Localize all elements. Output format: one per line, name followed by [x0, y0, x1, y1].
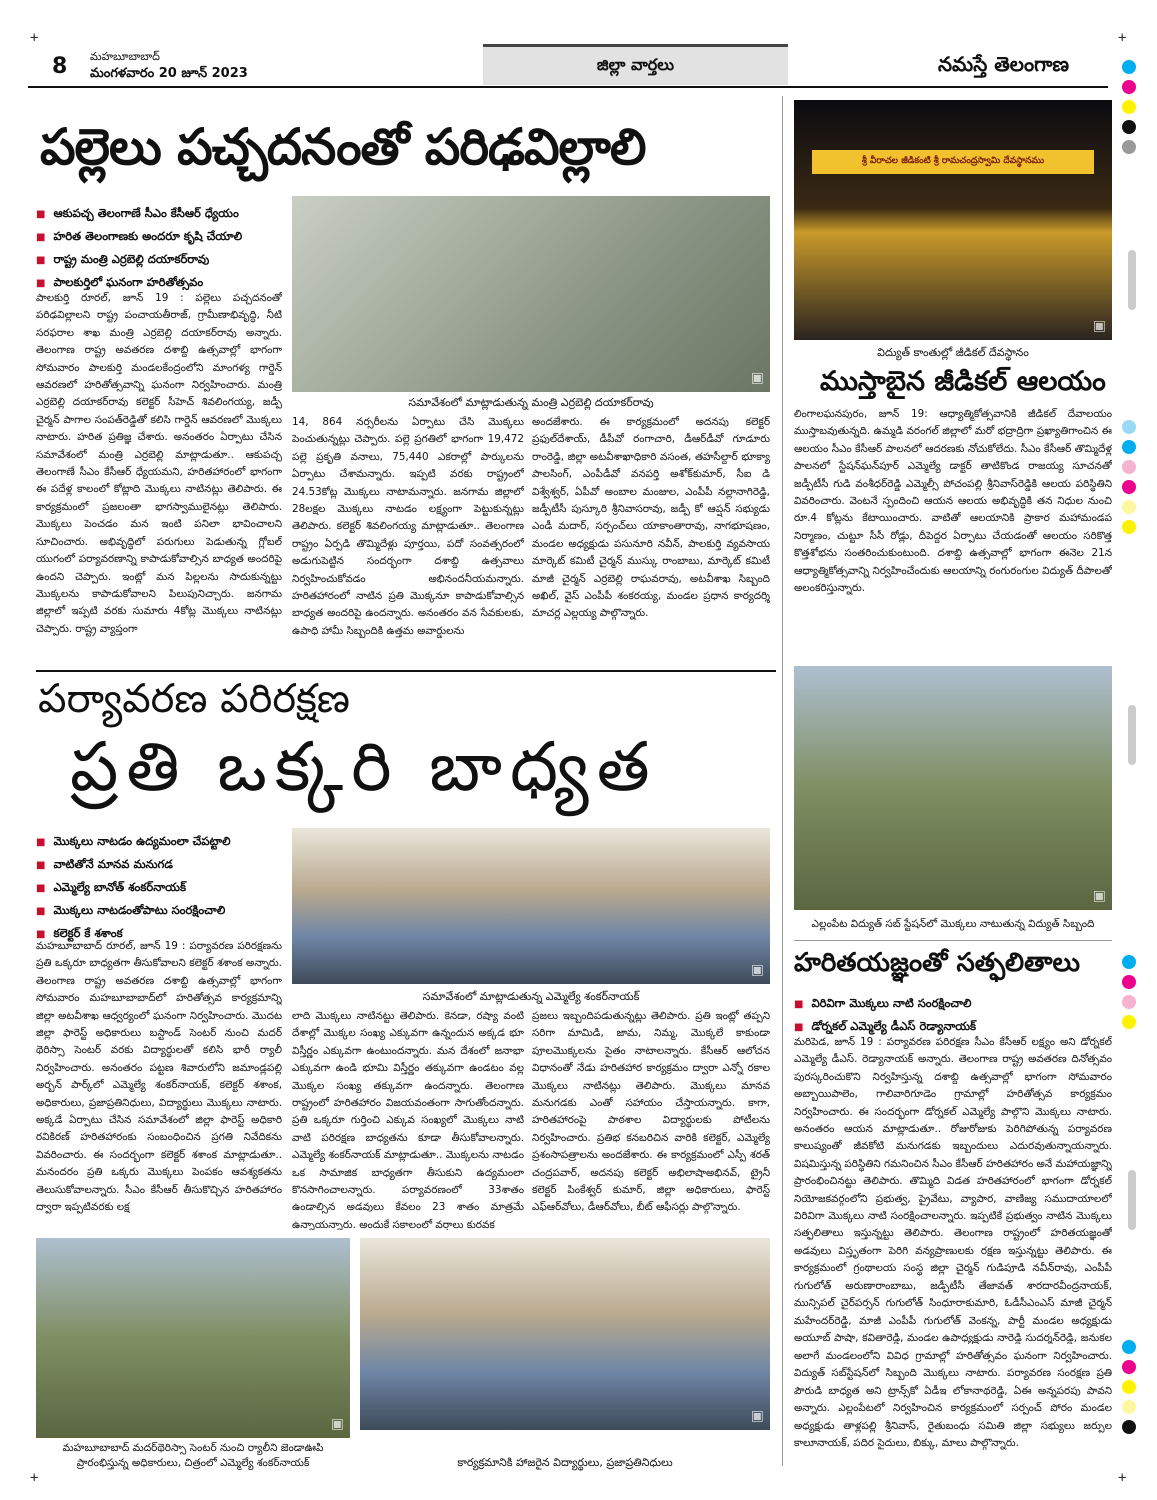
column-divider	[782, 96, 783, 1466]
substation-photo	[794, 666, 1112, 910]
crop-mark: +	[1118, 30, 1127, 46]
story1-bullet: ■ పాలకుర్తిలో ఘనంగా హరితోత్సవం	[36, 275, 242, 292]
story2-bullet: ■ కలెక్టర్ కే శశాంక	[36, 926, 231, 943]
story2-kicker: పర్యావరణ పరిరక్షణ	[38, 676, 350, 722]
camera-icon: ▣	[1092, 318, 1106, 334]
camera-icon: ▣	[750, 1408, 764, 1424]
story2-bullet: ■ మొక్కలు నాటడం ఉద్యమంలా చేపట్టాలి	[36, 834, 231, 851]
camera-icon: ▣	[330, 1416, 344, 1432]
temple-sign: శ్రీ వీరాచల జీడికంటి శ్రీ రామచంద్రస్వామి దేవస్థానము	[812, 150, 1094, 174]
green-headline: హరితయజ్ఞంతో సత్ఫలితాలు	[794, 948, 1080, 978]
story2-photo	[292, 828, 770, 984]
right-separator	[794, 940, 1112, 941]
story2-bullet: ■ ఎమ్మెల్యే బానోత్ శంకర్‌నాయక్	[36, 880, 231, 897]
story1-column-2: 14, 864 నర్సరీలను ఏర్పాటు చేసి మొక్కలు పెంచుతున్నట్లు చెప్పారు. పల్లె ప్రగతిలో భాగంగా 19,472 పల్లె ప్రకృతి వనాలు, 75,440 ఎకరాల్లో పార్కులను ఏర్పాటు చేశామన్నారు. ఇప్పటి వరకు రాష్ట్రంలో 24.53కోట్ల మొక్కలు నాటామన్నారు. జనగామ జిల్లాలో 28లక్షల మొక్కలు నాటడం లక్ష్యంగా పెట్టుకున్నట్లు తెలిపారు. కలెక్టర్ శివలింగయ్య మాట్లాడుతూ.. తెలంగాణ రాష్ట్రం ఏర్పడి తొమ్మిదేళ్లు పూర్తయి, పదో సంవత్సరంలో అడుగుపెట్టిన సందర్భంగా దశాబ్ది ఉత్సవాలు నిర్వహించుకోవడం అభినందనీయమన్నారు. హరితహారంలో నాటిన ప్రతి మొక్కనూ కాపాడుకోవాల్సిన బాధ్యత అందరిపై ఉందన్నారు. అనంతరం వన సేవకులకు, ఉపాధి హామీ సిబ్బందికి ఉత్తమ అవార్డులను	[292, 416, 524, 637]
crop-mark: +	[30, 30, 39, 46]
story2-bullet: ■ మొక్కలు నాటడంతోపాటు సంరక్షించాలి	[36, 903, 231, 920]
registration-dots-lower	[1122, 955, 1136, 1035]
masthead: నమస్తే తెలంగాణ	[938, 52, 1070, 76]
story2-bullets	[36, 834, 231, 949]
story2-column-1: మహబూబాబాద్ రూరల్, జూన్ 19 : పర్యావరణ పరిరక్షణను ప్రతి ఒక్కరూ బాధ్యతగా తీసుకోవాలని కలెక్టర్ శశాంక అన్నారు. తెలంగాణ రాష్ట్ర అవతరణ దశాబ్ది ఉత్సవాల్లో భాగంగా సోమవారం మహబూబాబాద్‌లో హరితోత్సవ కార్యక్రమాన్ని జిల్లా అటవీశాఖ ఆధ్వర్యంలో ఘనంగా నిర్వహించారు. మొదట జిల్లా ఫారెస్ట్ అధికారులు బస్టాండ్ సెంటర్ నుంచి మదర్ థెరిస్సా సెంటర్ వరకు విద్యార్థులతో కలిసి భారీ ర్యాలీ నిర్వహించారు. అనంతరం పట్టణ శివారులోని జమాండ్లపల్లి అర్బన్ పార్క్‌లో ఎమ్మెల్యే శంకర్‌నాయక్, కలెక్టర్ శశాంక, అధికారులు, ప్రజాప్రతినిధులు, విద్యార్థులు మొక్కలు నాటారు. అక్కడే ఏర్పాటు చేసిన సమావేశంలో జిల్లా ఫారెస్ట్ అధికారి రవికిరణ్ హరితహారంకు సంబంధించిన ప్రగతి నివేదికను వివరించారు. ఈ సందర్భంగా కలెక్టర్ శశాంక మాట్లాడుతూ.. మనందరం ప్రతి ఒక్కరు మొక్కలు పెంపకం ఆవశ్యకతను తెలుసుకోవాలన్నారు. సీఎం కేసీఆర్ తీసుకొచ్చిన హరితహారం ద్వారా ఇప్పటివరకు లక్ష	[36, 940, 282, 1214]
registration-dots-top	[1122, 60, 1136, 160]
edition-date: మంగళవారం 20 జూన్ 2023	[90, 66, 248, 81]
section-label: జిల్లా వార్తలు	[483, 44, 788, 85]
story2-photo-caption: సమావేశంలో మాట్లాడుతున్న ఎమ్మెల్యే శంకర్‌నాయక్	[422, 990, 640, 1003]
camera-icon: ▣	[750, 962, 764, 978]
camera-icon: ▣	[1092, 888, 1106, 904]
header-rule	[28, 86, 1108, 88]
story2-column-2: లాది మొక్కలు నాటినట్టు తెలిపారు. కెనడా, రష్యా వంటి దేశాల్లో మొక్కల సంఖ్య ఎక్కువగా ఉన్నందున అక్కడ భూ విస్తీర్ణం ఎక్కువగా ఉంటుందన్నారు. మన దేశంలో జనాభా ఎక్కువగా ఉండి భూమి విస్తీర్ణం తక్కువగా ఉండటం వల్ల మొక్కల సంఖ్య తక్కువగా ఉందన్నారు. తెలంగాణ రాష్ట్రంలో హరితహారం విజయవంతంగా సాగుతోందన్నారు. ప్రతి ఒక్కరూ గుర్తించి ఎక్కువ సంఖ్యలో మొక్కలు నాటి వాటి పరిరక్షణ బాధ్యతను కూడా తీసుకోవాలన్నారు. ఎమ్మెల్యే శంకర్‌నాయక్ మాట్లాడుతూ.. మొక్కలను నాటడం ఒక సామాజిక బాధ్యతగా తీసుకుని ఉద్యమంలా కొనసాగించాలన్నారు. పర్యావరణంలో 33శాతం ఉండాల్సిన అడవులు కేవలం 23 శాతం మాత్రమే ఉన్నాయన్నారు. అందుకే సకాలంలో వర్షాలు కురవక	[292, 1010, 524, 1230]
margin-tab	[1128, 705, 1136, 765]
margin-tab	[1128, 1170, 1136, 1230]
camera-icon: ▣	[750, 370, 764, 386]
story2-bullet: ■ వాటితోనే మానవ మనుగడ	[36, 857, 231, 874]
story1-bullets	[36, 206, 242, 298]
crop-mark: +	[1118, 1470, 1127, 1486]
page-number: 8	[52, 54, 68, 79]
substation-photo-caption: ఎల్లంపేట విద్యుత్ సబ్ స్టేషన్‌లో మొక్కలు నాటుతున్న విద్యుత్ సిబ్బంది	[811, 918, 1095, 930]
rally-photo-caption: మహబూబాబాద్ మదర్‌థెరిస్సా సెంటర్ నుంచి ర్యాలీని జెండాఊపి ప్రారంభిస్తున్న అధికారులు, చిత్రంలో ఎమ్మెల్యే శంకర్‌నాయక్	[62, 1442, 324, 1469]
story1-bullet: ■ హరిత తెలంగాణకు అందరూ కృషి చేయాలి	[36, 229, 242, 246]
registration-dots-mid	[1122, 420, 1136, 540]
story1-column-3: అందజేశారు. ఈ కార్యక్రమంలో అదనపు కలెక్టర్ ప్రఫుల్‌దేశాయ్, డీపీవో రంగాచారి, డీఆర్‌డీవో గూడూరు రాంరెడ్డి, జిల్లా అటవీశాఖాధికారి వసంత, తహసీల్దార్ భూక్యా పాలసింగ్, ఎంపీడీవో వనపర్తి అశోక్‌కుమార్, సీఐ డి విశ్వేశ్వర్, ఏపీవో అంబాల మంజుల, ఎంపీపీ నల్లానాగిరెడ్డి, జడ్పీటీసీ పుస్కూరి శ్రీనివాసరావు, జడ్పీ కో ఆప్షన్ సభ్యుడు ఎండీ మదార్, సర్పంచ్‌లు యాకాంతారావు, నాగభూషణం, మండల అధ్యక్షుడు పసునూరి నవీన్, పాలకుర్తి వ్యవసాయ మార్కెట్ కమిటీ చైర్మన్ ముస్కు రాంబాబు, మార్కెట్ కమిటీ మాజీ చైర్మన్ ఎర్రబెల్లి రాఘవరావు, అటవీశాఖ సిబ్బంది అఖిల్, వైస్ ఎంపీపీ శంకరయ్య, మండల ప్రధాన కార్యదర్శి మాచర్ల ఎల్లయ్య పాల్గొన్నారు.	[532, 416, 770, 620]
green-bullet: ■ విరివిగా మొక్కలు నాటి సంరక్షించాలి	[794, 996, 976, 1013]
story1-bullet: ■ రాష్ట్ర మంత్రి ఎర్రబెల్లి దయాకర్‌రావు	[36, 252, 242, 269]
story1-headline: పల్లెలు పచ్చదనంతో పరిఢవిల్లాలి	[40, 118, 646, 176]
story2-column-3: ప్రజలు ఇబ్బందిపడుతున్నట్లు తెలిపారు. ప్రతి ఇంట్లో తప్పని సరిగా మామిడి, జామ, నిమ్మ, మొక్కలే కాకుండా పూలమొక్కలను సైతం నాటాలన్నారు. కేసీఆర్ ఆలోచన విధానంతో నేడు హరితహార కార్యక్రమం ద్వారా ఎన్నో రకాల మొక్కలు నాటినట్లు తెలిపారు. మొక్కలు మానవ మనుగడకు ఎంతో సహాయం చేస్తాయన్నారు. కాగా, హరితహారంపై పాఠశాల విద్యార్థులకు పోటీలను నిర్వహించారు. ప్రతిభ కనబరిచిన వారికి కలెక్టర్, ఎమ్మెల్యే ప్రశంసాపత్రాలను అందజేశారు. ఈ కార్యక్రమంలో ఎస్పీ శరత్ చంద్రపవార్, అదనపు కలెక్టర్ అభిలాషాఅభినవ్, ట్రైనీ కలెక్టర్ పింకేశ్వర్ కుమార్, జిల్లా అధికారులు, ఫారెస్ట్ ఎఫ్‌ఆర్‌వోలు, డీఆర్‌వోలు, బీట్ ఆఫీసర్లు పాల్గొన్నారు.	[532, 1010, 770, 1214]
edition-city: మహబూబాబాద్	[90, 50, 160, 63]
story1-photo	[292, 196, 770, 392]
green-story-body: మరిపెడ, జూన్ 19 : పర్యావరణ పరిరక్షణ సీఎం కేసీఆర్ లక్ష్యం అని డోర్నకల్ ఎమ్మెల్యే డీఎస్. రెడ్యానాయక్ అన్నారు. తెలంగాణ రాష్ట్ర అవతరణ దినోత్సవం పురస్కరించుకొని నిర్వహిస్తున్న దశాబ్ది ఉత్సవాల్లో భాగంగా సోమవారం అబ్బాయిపాలెం, గాలివారిగూడెం గ్రామాల్లో హరితోత్సవ కార్యక్రమం నిర్వహించారు. ఈ సందర్భంగా డోర్నకల్ ఎమ్మెల్యే పాల్గొని మొక్కలు నాటారు. అనంతరం ఆయన మాట్లాడుతూ.. రోజురోజుకు పెరిగిపోతున్న పర్యావరణ కాలుష్యంతో జీవకోటి మనుగడకు ఇబ్బందులు ఎదురవుతున్నాయన్నారు. విషమిస్తున్న పరిస్థితిని గమనించిన సీఎం కేసీఆర్ హరితహారం అనే మహాయజ్ఞాన్ని ప్రారంభించినట్టు తెలిపారు. తొమ్మిది విడత హరితహారంలో భాగంగా డోర్నకల్ నియోజకవర్గంలోని ప్రభుత్వ, ప్రైవేటు, వ్యాపార, వాణిజ్య సముదాయాలలో విరివిగా మొక్కలు నాటి సంరక్షించాలన్నారు. ఇప్పటికే ప్రభుత్వం నాటిన మొక్కలు సత్ఫలితాలు ఇస్తున్నట్టు తెలిపారు. తెలంగాణ రాష్ట్రంలో హరితయజ్ఞంతో అడవులు విస్తృతంగా పెరిగి వన్యప్రాణులకు రక్షణ ఇస్తున్నట్టు తెలిపారు. ఈ కార్యక్రమంలో గ్రంథాలయ సంస్థ జిల్లా చైర్మన్ గుడిపూడి నవీన్‌రావు, ఎంపీపీ గుగులోత్ అరుణారాంబాబు, జడ్పీటీసీ తేజావత్ శారదారవీంద్రనాయక్, మున్సిపల్ చైర్‌పర్సన్ గుగులోత్ సింధూరాకుమారి, ఓడీసీఎంఎస్ మాజీ చైర్మన్ మహేందర్‌రెడ్డి, మాజీ ఎంపీపీ గుగులోత్ వెంకన్న, పార్టీ మండల అధ్యక్షుడు అయూబ్ పాషా, కవితారెడ్డి, మండల ఉపాధ్యక్షుడు నారెడ్డి సుదర్శన్‌రెడ్డి, జనుకల	[794, 1036, 1112, 1344]
temple-story-body: లింగాలఘనపురం, జూన్ 19: ఆధ్యాత్మికోత్సవానికి జీడికల్ దేవాలయం ముస్తాబవుతున్నది. ఉమ్మడి వరంగల్ జిల్లాలో మరో భద్రాద్రిగా ప్రఖ్యాతిగాంచిన ఈ ఆలయం సీఎం కేసీఆర్ పాలనలో ఆదరణకు నోచుకోలేదు. సీఎం కేసీఆర్ తొమ్మిదేళ్ల పాలనలో స్టేషన్‌ఘన్‌పూర్ ఎమ్మెల్యే డాక్టర్ తాటికొండ రాజయ్య సూచనతో జడ్పీటీసీ గుడి వంశీధర్‌రెడ్డి ఎమ్మెల్సీ పోచంపల్లి శ్రీనివాస్‌రెడ్డికి ఆలయ పరిస్థితిని వివరించారు. వెంటనే స్పందించి ఆయన ఆలయ అభివృద్ధికి తన నిధుల నుంచి రూ.4 కోట్లను కేటాయించారు. వాటితో ఆలయానికి ప్రాకార మహామండప నిర్మాణం, చుట్టూ సీసీ రోడ్లు, దీపెద్దర ఏర్పాటు చేయడంతో ఆలయం సరికొత్త కొత్తశోభను సంతరించుకుంటుంది. దశాబ్ది ఉత్సవాల్లో భాగంగా ఈనెల 21న ఆధ్యాత్మికోత్సవాన్ని నిర్వహించేందుకు ఆలయాన్ని రంగురంగుల విద్యుత్ దీపాలతో అలంకరిస్తున్నారు.	[794, 408, 1112, 595]
registration-dots-bottom	[1122, 1340, 1136, 1440]
rally-photo	[36, 1238, 350, 1438]
students-photo	[360, 1238, 770, 1430]
green-bullet: ■ డోర్నకల్ ఎమ్మెల్యే డీఎస్ రెడ్యానాయక్	[794, 1019, 976, 1036]
green-story-body-2: అలాగే మండలంలోని వివిధ గ్రామాల్లో హరితోత్సవం ఘనంగా నిర్వహించారు. విద్యుత్ సబ్‌స్టేషన్‌లో సిబ్బంది మొక్కలు నాటారు. పర్యావరణ సంరక్షణ ప్రతి పౌరుడి బాధ్యత అని ట్రాన్స్‌కో ఏడీఇ లోకానాథరెడ్డి, ఏఈ అన్నపరపు పావని అన్నారు. ఎల్లంపేటలో నిర్వహించిన కార్యక్రమంలో సర్పంచ్ పోరం మండల అధ్యక్షుడు తాళ్లపల్లి శ్రీనివాస్, రైతుబంధు సమితి జిల్లా సభ్యులు జర్పుల కాలూనాయక్, పదిర సైదులు, బిక్కు, మాలు పాల్గొన్నారు.	[794, 1350, 1112, 1450]
temple-photo	[794, 100, 1112, 340]
temple-photo-caption: విద్యుత్ కాంతుల్లో జీడికల్ దేవస్థానం	[877, 346, 1029, 359]
story1-photo-caption: సమావేశంలో మాట్లాడుతున్న మంత్రి ఎర్రబెల్లి దయాకర్‌రావు	[408, 396, 654, 409]
students-photo-caption: కార్యక్రమానికి హాజరైన విద్యార్థులు, ప్రజాప్రతినిధులు	[457, 1456, 673, 1469]
temple-headline: ముస్తాబైన జీడికల్ ఆలయం	[820, 366, 1106, 397]
story2-headline: ప్రతి ఒక్కరి బాధ్యత	[70, 728, 658, 807]
crop-mark: +	[30, 1470, 39, 1486]
story-separator	[36, 670, 776, 672]
story1-bullet: ■ ఆకుపచ్చ తెలంగాణే సీఎం కేసీఆర్ ధ్యేయం	[36, 206, 242, 223]
story1-column-1: పాలకుర్తి రూరల్, జూన్ 19 : పల్లెలు పచ్చదనంతో పరిఢవిల్లాలని రాష్ట్ర పంచాయతీరాజ్, గ్రామీణాభివృద్ధి, నీటి సరఫరాల శాఖ మంత్రి ఎర్రబెల్లి దయాకర్‌రావు అన్నారు. తెలంగాణ రాష్ట్ర అవతరణ దశాబ్ది ఉత్సవాల్లో భాగంగా సోమవారం పాలకుర్తి మండలకేంద్రంలోని మాంగళ్య గార్డెన్ ఆవరణలో హరితోత్సవాన్ని ఘనంగా నిర్వహించారు. మంత్రి ఎర్రబెల్లి దయాకర్‌రావు కలెక్టర్ సీహెచ్ శివలింగయ్య, జడ్పీ చైర్మన్ పాగాల సంపత్‌రెడ్డితో కలిసి గార్డెన్ ఆవరణలో మొక్కలు నాటారు. హరిత ప్రతిజ్ఞ చేశారు. అనంతరం ఏర్పాటు చేసిన సమావేశంలో మంత్రి ఎర్రబెల్లి మాట్లాడుతూ.. ఆకుపచ్చ తెలంగాణే సీఎం కేసీఆర్ ధ్యేయమని, హరితహారంలో భాగంగా ఈ పదేళ్ల కాలంలో కోట్లాది మొక్కలు నాటినట్లు తెలిపారు. ఈ కార్యక్రమంలో ప్రజలంతా భాగస్వాములైనట్లు తెలిపారు. మొక్కలు పెంచడం మన ఇంటి పనిలా భావించాలని సూచించారు. అభివృద్ధిలో పరుగులు పెడుతున్న గ్లోబల్ యుగంలో పర్యావరణాన్ని కాపాడుకోవాల్సిన బాధ్యత అందరిపై ఉందని చెప్పారు. ఇంట్లో మన పిల్లలను సాదుకున్నట్టు మొక్కలను కాపాడుకోవాలని పిలుపునిచ్చారు. జనగామ జిల్లాలో ఇప్పటి వరకు సుమారు 4కోట్ల మొక్కలు నాటినట్లు చెప్పారు. రాష్ట్ర వ్యాప్తంగా	[36, 292, 282, 635]
margin-tab	[1128, 250, 1136, 310]
